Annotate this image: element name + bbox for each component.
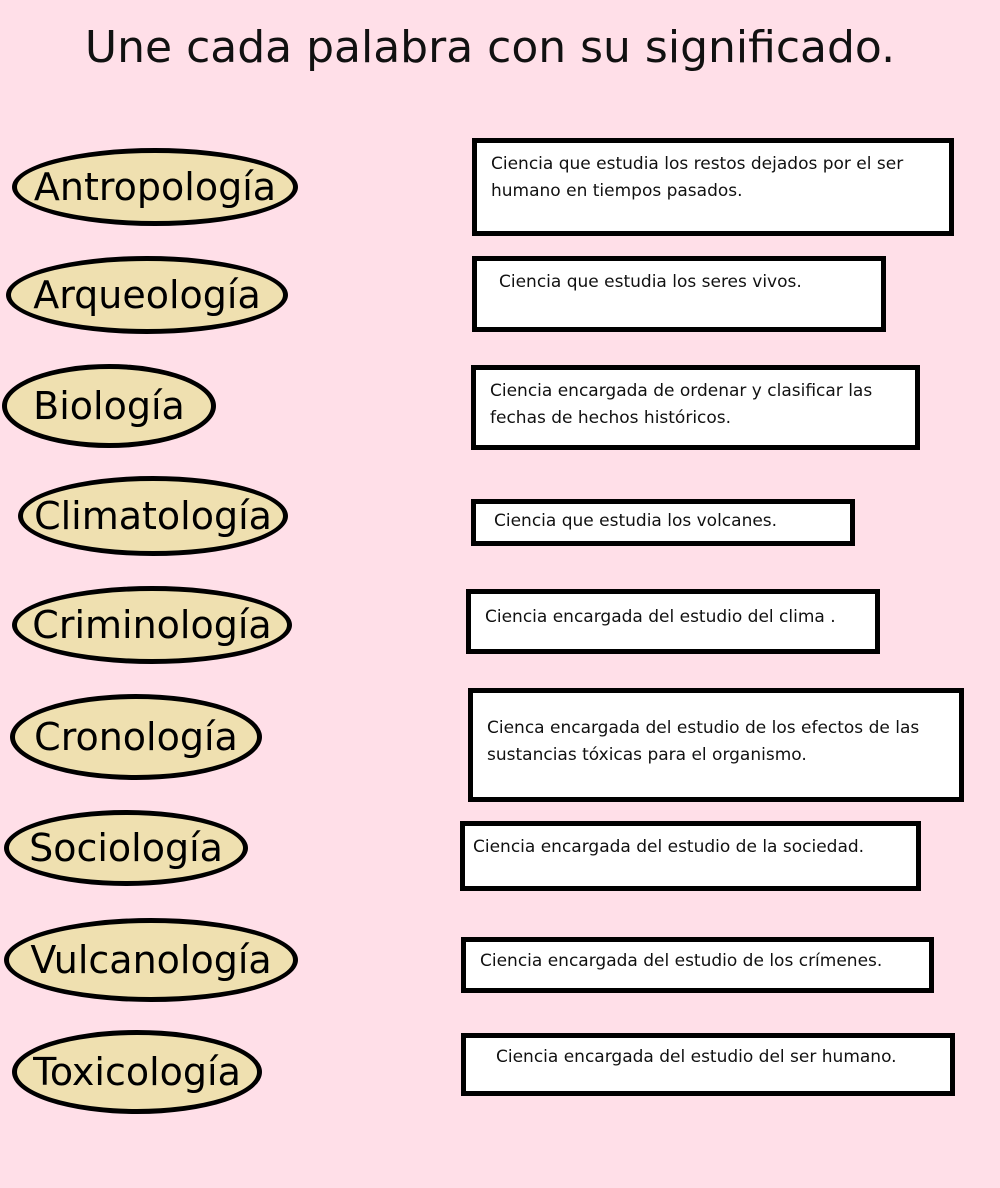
- word-label: Biología: [33, 384, 185, 428]
- word-sociologia[interactable]: [4, 810, 248, 886]
- word-climatologia[interactable]: [18, 476, 288, 556]
- definition-box-2[interactable]: Ciencia que estudia los seres vivos.: [472, 256, 886, 332]
- word-antropologia[interactable]: [12, 148, 298, 226]
- definition-box-9[interactable]: Ciencia encargada del estudio del ser humano.: [461, 1033, 955, 1096]
- word-label: Vulcanología: [30, 938, 272, 982]
- definition-box-1[interactable]: Ciencia que estudia los restos dejados por el ser humano en tiempos pasados.: [472, 138, 954, 236]
- word-toxicologia[interactable]: [12, 1030, 262, 1114]
- word-criminologia[interactable]: [12, 586, 292, 664]
- definition-box-3[interactable]: Ciencia encargada de ordenar y clasificar las fechas de hechos históricos.: [471, 365, 920, 450]
- word-label: Arqueología: [33, 273, 261, 317]
- word-label: Cronología: [34, 715, 238, 759]
- word-arqueologia[interactable]: [6, 256, 288, 334]
- definition-box-8[interactable]: Ciencia encargada del estudio de los crímenes.: [461, 937, 934, 993]
- definition-box-6[interactable]: Cienca encargada del estudio de los efectos de las sustancias tóxicas para el organismo.: [468, 688, 964, 802]
- definition-box-5[interactable]: Ciencia encargada del estudio del clima .: [466, 589, 880, 654]
- definition-box-4[interactable]: Ciencia que estudia los volcanes.: [471, 499, 855, 546]
- word-label: Antropología: [33, 165, 277, 209]
- word-biologia[interactable]: [2, 364, 216, 448]
- page-title: Une cada palabra con su significado.: [84, 22, 896, 73]
- word-label: Sociología: [29, 826, 223, 870]
- word-label: Climatología: [34, 494, 272, 538]
- word-label: Toxicología: [33, 1050, 241, 1094]
- word-vulcanologia[interactable]: [4, 918, 298, 1002]
- word-cronologia[interactable]: [10, 694, 262, 780]
- word-label: Criminología: [32, 603, 272, 647]
- definition-box-7[interactable]: Ciencia encargada del estudio de la sociedad.: [460, 821, 921, 891]
